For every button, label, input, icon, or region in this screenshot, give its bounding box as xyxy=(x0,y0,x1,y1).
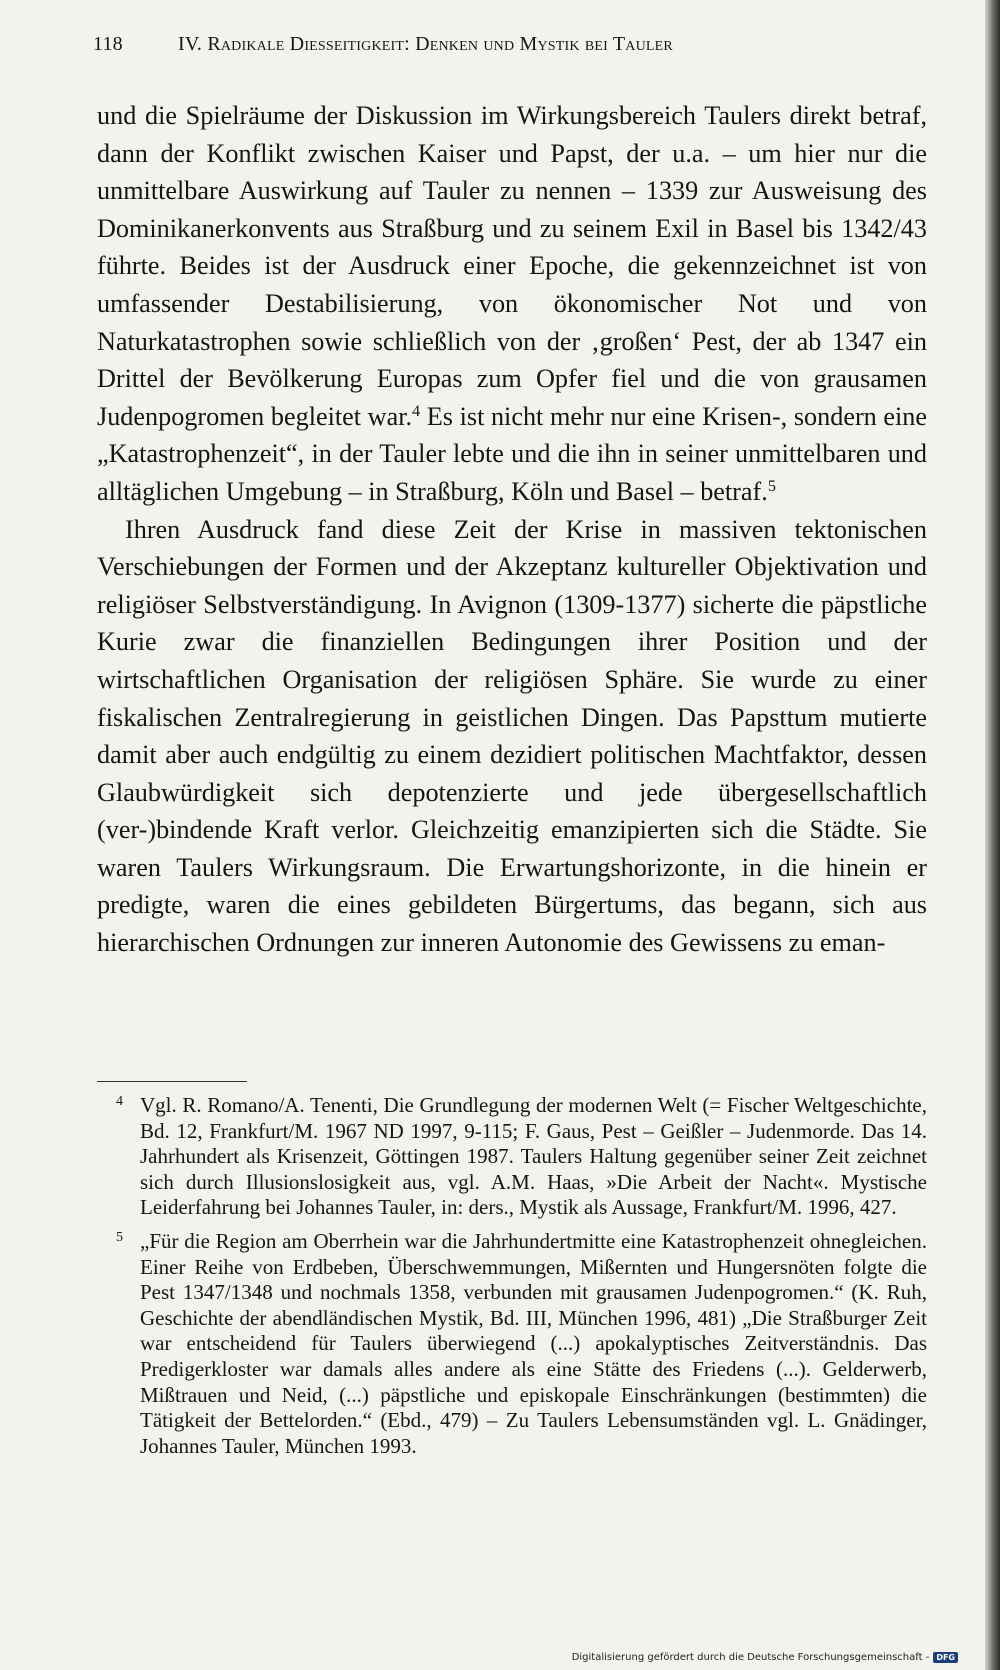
footnote-text: „Für die Region am Oberrhein war die Jahrhundertmitte eine Katastrophenzeit ohnegleichen. Einer Reihe von Erdbeben, Überschwemmungen, Mißernten und Hungersnöten folgte die Pest 1347/1348 und nochmals 1358, verbunden mit grausamen Judenpogromen.“ (K. Ruh, Geschichte der abendländischen Mystik, Bd. III, München 1996, 481) „Die Straßburger Zeit war entscheidend für Taulers überwiegend (...) apokalyptisches Zeitverständnis. Das Predigerkloster war damals alles andere als eine Stätte des Friedens (...). Gelderwerb, Mißtrauen und Neid, (...) päpstliche und episkopale Einschränkungen (bestimmten) die Tätigkeit der Bettelorden.“ (Ebd., 479) – Zu Taulers Lebensumständen vgl. L. Gnädinger, Johannes Tauler, München 1993. xyxy=(140,1228,927,1458)
paragraph-1 xyxy=(97,97,927,511)
footnote-number: 5 xyxy=(116,1229,123,1245)
running-title: IV. Radikale Diesseitigkeit: Denken und Mystik bei Tauler xyxy=(178,33,673,55)
footnote-ref-4[interactable]: 4 xyxy=(412,401,421,420)
footnote xyxy=(97,1093,927,1221)
paragraph-2: Ihren Ausdruck fand diese Zeit der Krise in massiven tektonischen Verschiebungen der Formen und der Akzeptanz kultureller Objektivation und religiöser Selbstverständigung. In Avignon (1309-1377) sicherte die päpstliche Kurie zwar die finanziellen Bedingungen ihrer Position und der wirtschaftlichen Organisation der religiösen Sphäre. Sie wurde zu einer fiskalischen Zentralregierung in geistlichen Dingen. Das Papsttum mutierte damit aber auch endgültig zu einem dezidiert politischen Machtfaktor, dessen Glaubwürdigkeit sich depotenzierte und jede übergesellschaftlich (ver-)bindende Kraft verlor. Gleichzeitig emanzipierten sich die Städte. Sie waren Taulers Wirkungsraum. Die Erwartungshorizonte, in die hinein er predigte, waren die eines gebildeten Bürgertums, das begann, sich aus hierarchischen Ordnungen zur inneren Autonomie des Gewissens zu eman- xyxy=(97,514,927,958)
page-edge-shadow xyxy=(985,0,1000,1670)
footnote-number: 4 xyxy=(116,1094,123,1109)
main-text xyxy=(97,97,927,962)
credit-text: Digitalisierung gefördert durch die Deutsche Forschungsgemeinschaft - xyxy=(571,1652,930,1663)
running-header xyxy=(93,33,923,56)
paragraph-1-text: und die Spielräume der Diskussion im Wirkungsbereich Taulers direkt betraf, dann der Konflikt zwischen Kaiser und Papst, der u.a. – um hier nur die unmittelbare Auswirkung auf Tauler zu nennen – 1339 zur Ausweisung des Dominikanerkonvents aus Straßburg und zu seinem Exil in Basel bis 1342/43 führte. Beides ist der Ausdruck einer Epoche, die gekennzeichnet ist von umfassender Destabilisierung, von ökonomischer Not und von Naturkatastrophen sowie schließlich von der ‚großen‘ Pest, der ab 1347 ein Drittel der Bevölkerung Europas zum Opfer fiel und die von grausamen Judenpogromen begleitet war. xyxy=(97,101,927,431)
dfg-logo: DFG xyxy=(933,1652,958,1663)
footnote-ref-5[interactable]: 5 xyxy=(767,477,776,496)
footnote xyxy=(97,1229,927,1459)
footnote-separator xyxy=(97,1081,247,1082)
paragraph-1-continuation: Es ist nicht mehr nur eine Krisen-, sondern eine „Katastrophenzeit“, in der Tauler lebte und die ihn in seiner unmittelbaren und alltäglichen Umgebung – in Straßburg, Köln und Basel – betraf. xyxy=(97,401,928,506)
footnote-text: Vgl. R. Romano/A. Tenenti, Die Grundlegung der modernen Welt (= Fischer Weltgeschichte, Bd. 12, Frankfurt/M. 1967 ND 1997, 9-115; F. Gaus, Pest – Geißler – Judenmorde. Das 14. Jahrhundert als Krisenzeit, Göttingen 1987. Taulers Haltung gegenüber seiner Zeit zeichnet sich durch Illusionslosigkeit aus, vgl. A.M. Haas, »Die Arbeit der Nacht«. Mystische Leiderfahrung bei Johannes Tauler, in: ders., Mystik als Aussage, Frankfurt/M. 1996, 427. xyxy=(140,1093,927,1220)
digitization-credit xyxy=(572,1652,958,1663)
footnotes xyxy=(97,1093,927,1467)
page-number: 118 xyxy=(93,33,123,55)
